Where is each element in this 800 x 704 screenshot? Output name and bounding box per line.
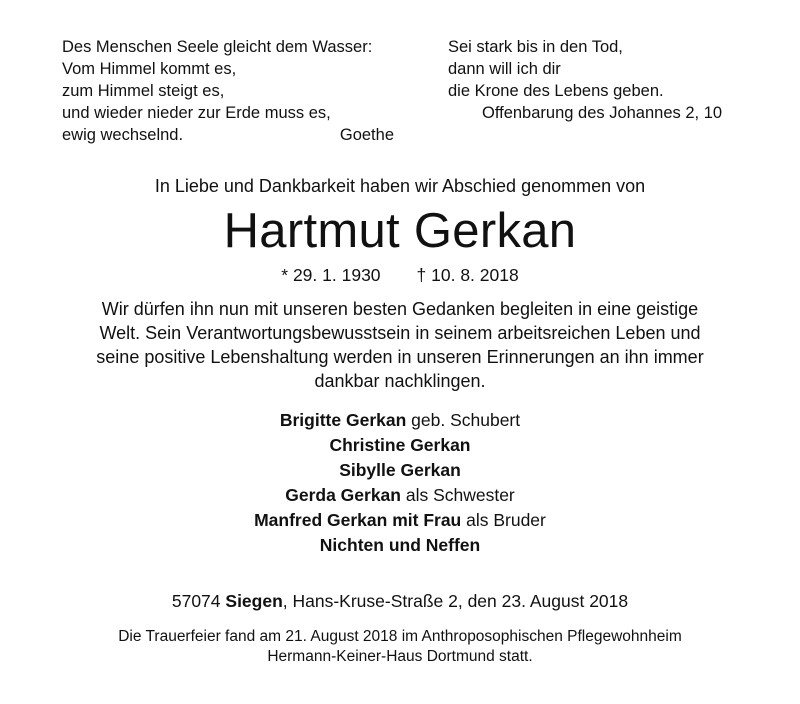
mourner-entry xyxy=(0,483,800,508)
quote-left-line: Des Menschen Seele gleicht dem Wasser: xyxy=(62,38,373,56)
mourners-list xyxy=(0,408,800,558)
message-line: seine positive Lebenshaltung werden in unseren Erinnerungen an ihn immer xyxy=(96,347,704,367)
quote-right-line: Sei stark bis in den Tod, xyxy=(448,38,623,56)
quote-left-line: Vom Himmel kommt es, xyxy=(62,60,237,78)
funeral-notice xyxy=(0,627,800,667)
mourner-note: geb. Schubert xyxy=(406,410,521,430)
city: Siegen xyxy=(225,591,283,611)
quote-author: Goethe xyxy=(339,126,394,144)
mourner-name: Sibylle Gerkan xyxy=(339,460,461,480)
message-line: dankbar nachklingen. xyxy=(314,371,486,391)
message-line: Wir dürfen ihn nun mit unseren besten Gedanken begleiten in eine geistige xyxy=(101,299,699,319)
mourner-name: Gerda Gerkan xyxy=(285,485,401,505)
birth-date: * 29. 1. 1930 xyxy=(281,265,381,285)
life-dates xyxy=(0,263,800,287)
quote-left-line: und wieder nieder zur Erde muss es, xyxy=(62,104,331,122)
mourner-entry xyxy=(0,433,800,458)
mourner-entry xyxy=(0,533,800,558)
mourner-name: Manfred Gerkan mit Frau xyxy=(254,510,462,530)
quote-right-line: die Krone des Lebens geben. xyxy=(448,82,664,100)
quote-left-last-line xyxy=(62,124,394,146)
mourner-name: Brigitte Gerkan xyxy=(279,410,407,430)
quote-left-line: ewig wechselnd. xyxy=(62,126,184,144)
death-date: † 10. 8. 2018 xyxy=(416,265,519,285)
funeral-line: Die Trauerfeier fand am 21. August 2018 im Anthroposophischen Pflegewohnheim xyxy=(118,628,682,645)
bible-quote xyxy=(448,36,748,124)
mourner-note: als Schwester xyxy=(400,485,515,505)
mourner-entry xyxy=(0,458,800,483)
mourner-note: als Bruder xyxy=(461,510,546,530)
deceased-name: Hartmut Gerkan xyxy=(223,204,577,258)
message-line: Welt. Sein Verantwortungsbewusstsein in seinem arbeitsreichen Leben und xyxy=(99,323,701,343)
postal-code: 57074 xyxy=(171,591,226,611)
quote-left-line: zum Himmel steigt es, xyxy=(62,82,225,100)
mourner-name: Christine Gerkan xyxy=(329,435,471,455)
mourner-entry xyxy=(0,408,800,433)
quote-right-line: dann will ich dir xyxy=(448,60,561,78)
goethe-quote xyxy=(62,36,394,146)
quote-source: Offenbarung des Johannes 2, 10 xyxy=(482,104,723,122)
address-line xyxy=(0,589,800,613)
mourner-name: Nichten und Neffen xyxy=(319,535,481,555)
intro-text: In Liebe und Dankbarkeit haben wir Abschied genommen von xyxy=(154,176,646,196)
funeral-line: Hermann-Keiner-Haus Dortmund statt. xyxy=(267,648,533,665)
memorial-message xyxy=(50,297,750,393)
street-and-date: , Hans-Kruse-Straße 2, den 23. August 2018 xyxy=(282,591,629,611)
mourner-entry xyxy=(0,508,800,533)
